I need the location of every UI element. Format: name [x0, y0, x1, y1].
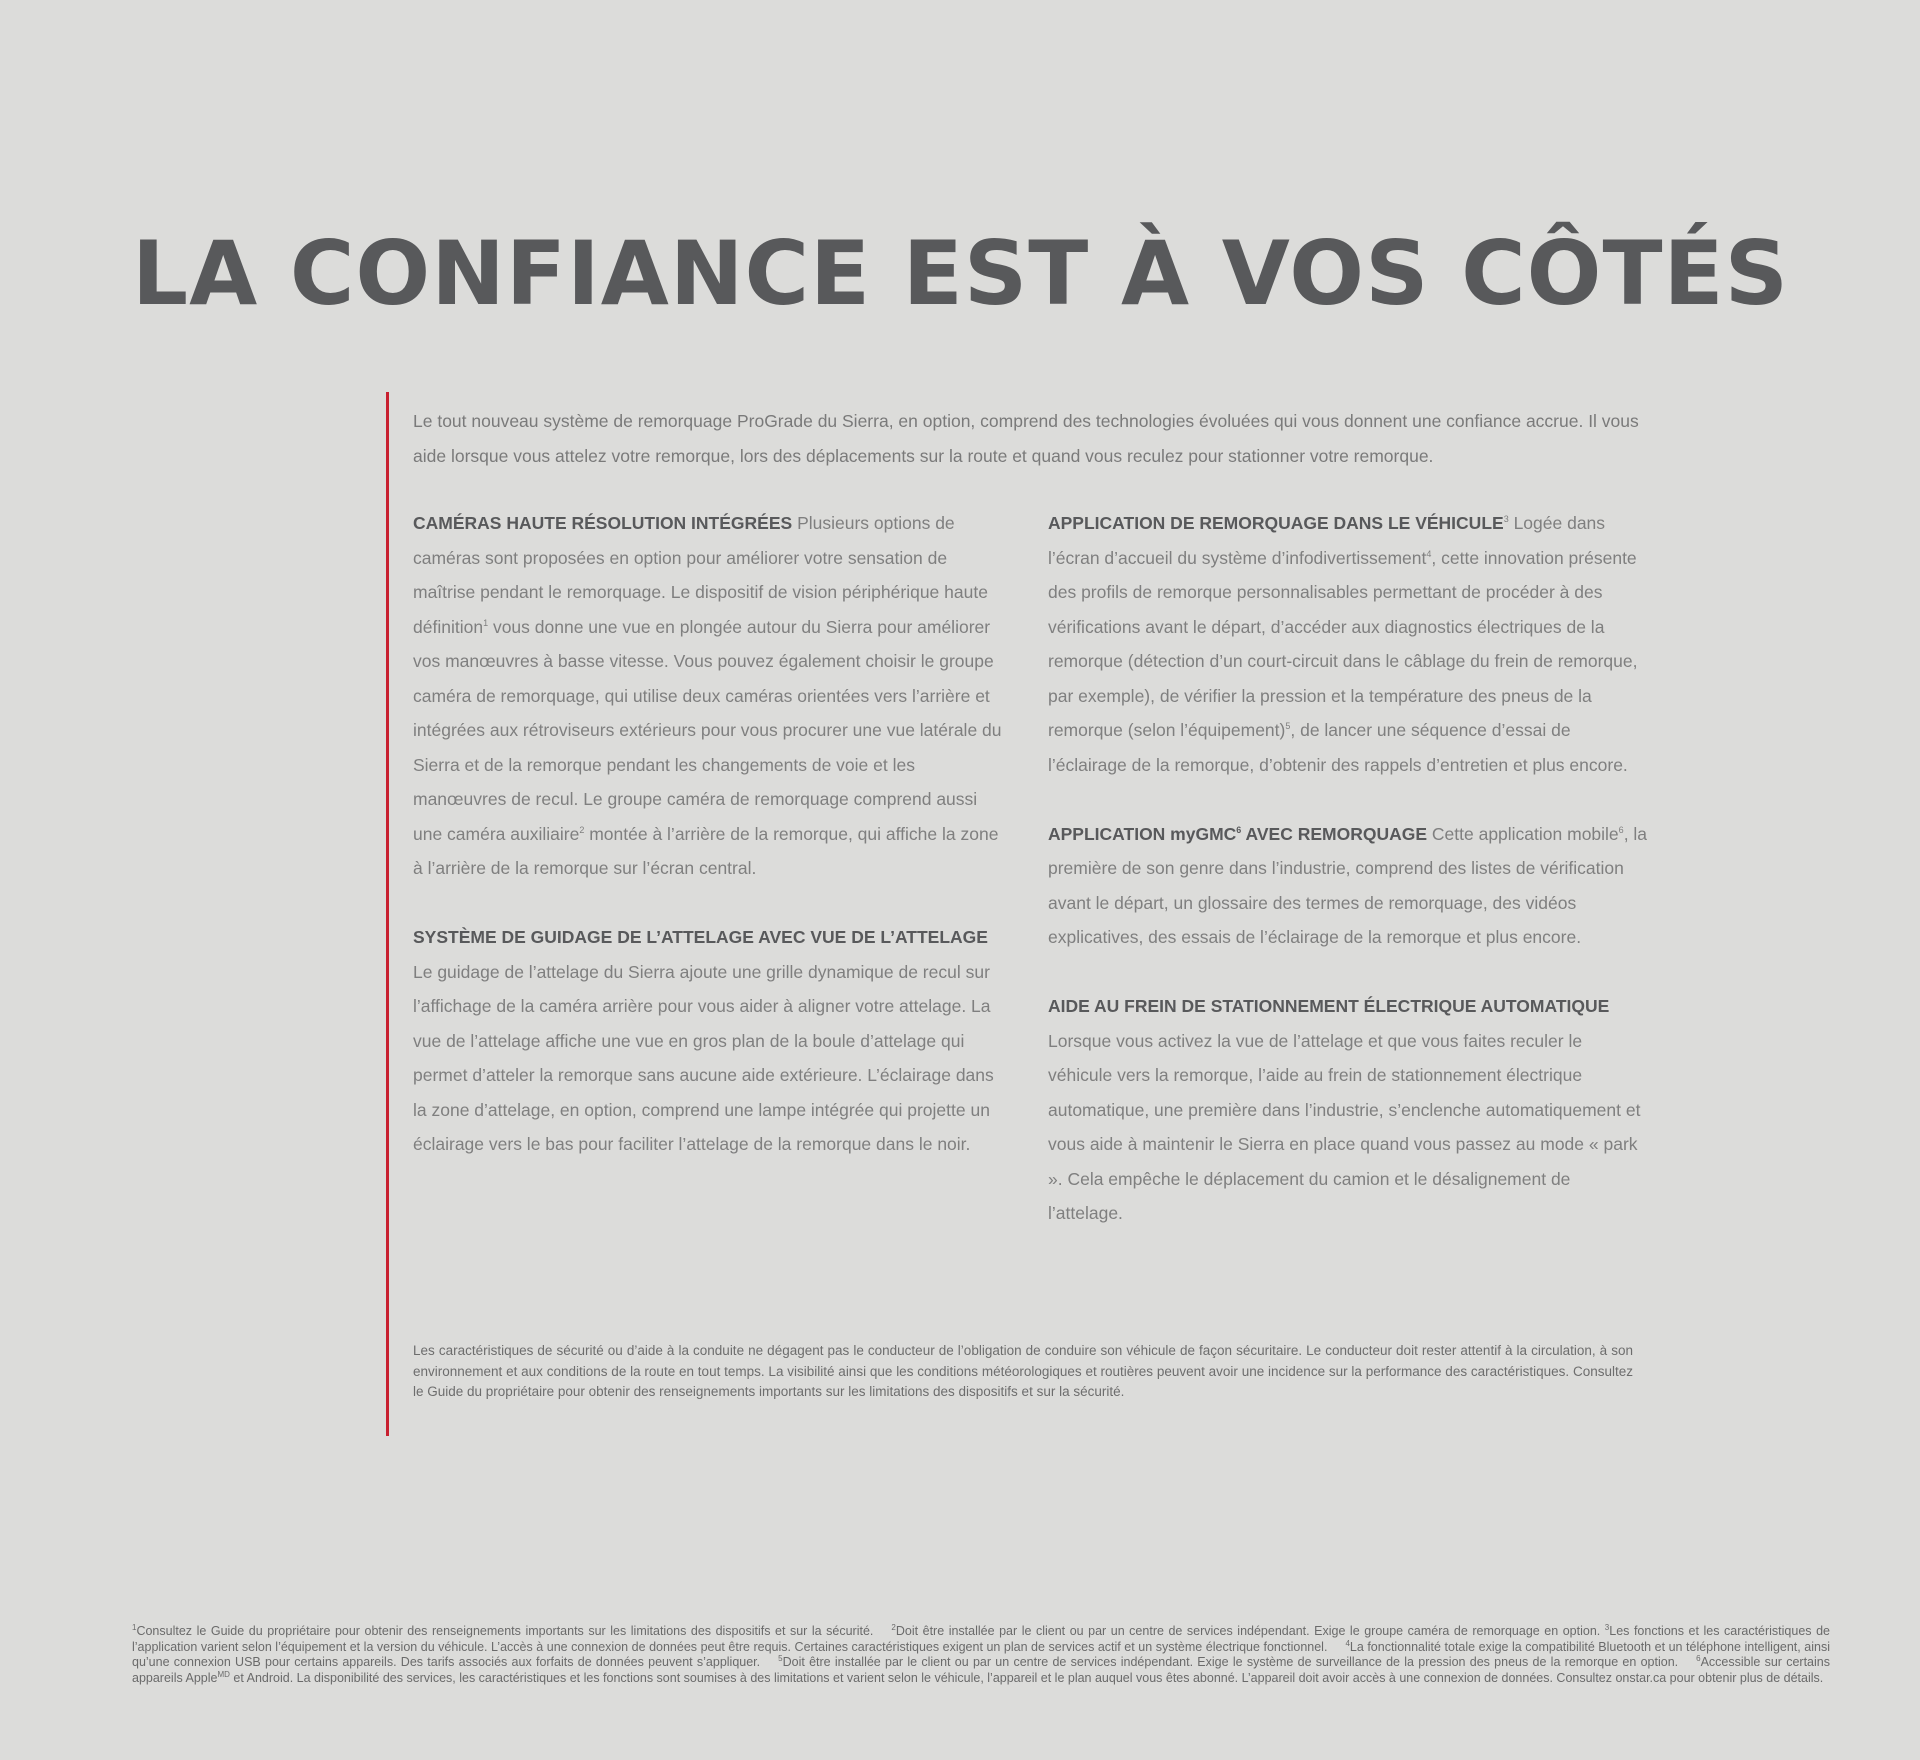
footnote-ref-4: 4 [1426, 548, 1432, 559]
frein-section [1048, 989, 1648, 1231]
footnote-ref-1: 1 [483, 617, 489, 628]
accent-rule [386, 392, 389, 1436]
footnote-text: Consultez le Guide du propriétaire pour obtenir des renseignements importants sur les limitations des dispositifs et sur la sécurité. [136, 1624, 874, 1638]
application-heading: APPLICATION DE REMORQUAGE DANS LE VÉHICULE [1048, 513, 1504, 533]
page-title: LA CONFIANCE EST À VOS CÔTÉS [132, 222, 1789, 325]
footnote-text: Doit être installée par le client ou par un centre de services indépendant. Exige le système de surveillance de la pression des pneus de la remorque en option. [782, 1655, 1679, 1669]
guidage-heading: SYSTÈME DE GUIDAGE DE L’ATTELAGE AVEC VUE DE L’ATTELAGE [413, 927, 988, 947]
intro-paragraph: Le tout nouveau système de remorquage ProGrade du Sierra, en option, comprend des technologies évoluées qui vous donnent une confiance accrue. Il vous aide lorsque vous attelez votre remorque, lors des déplacements sur la route et quand vous reculez pour stationner votre remorque. [413, 411, 1639, 466]
safety-disclaimer: Les caractéristiques de sécurité ou d’aide à la conduite ne dégagent pas le conducteur de l’obligation de conduire son véhicule de façon sécuritaire. Le conducteur doit rester attentif à la circulation, à son environnement et aux conditions de la route en tout temps. La visibilité ainsi que les conditions météorologiques et routières peuvent avoir une incidence sur la performance des caractéristiques. Consultez le Guide du propriétaire pour obtenir des renseignements importants sur les limitations des dispositifs et sur la sécurité. [413, 1343, 1633, 1399]
mygmc-heading-b: AVEC REMORQUAGE [1241, 823, 1428, 844]
mygmc-section [1048, 817, 1648, 955]
guidage-text: Le guidage de l’attelage du Sierra ajoute une grille dynamique de recul sur l’affichage de la caméra arrière pour vous aider à aligner votre attelage. La vue de l’attelage affiche une vue en gros plan de la boule d’attelage qui permet d’atteler la remorque sans aucune aide extérieure. L’éclairage dans la zone d’attelage, en option, comprend une lampe intégrée qui projette un éclairage vers le bas pour faciliter l’attelage de la remorque dans le noir. [413, 961, 994, 1154]
footnotes [132, 1624, 1830, 1686]
footnote-num: 2 [891, 1622, 896, 1632]
footnote-num: 6 [1696, 1653, 1701, 1663]
mygmc-text-2: , la première de son genre dans l’industrie, comprend des listes de vérification avant le départ, un glossaire des termes de remorquage, des vidéos explicatives, des essais de l’éclairage de la remorque et plus encore. [1048, 823, 1648, 947]
frein-text: Lorsque vous activez la vue de l’attelage et que vous faites reculer le véhicule vers la remorque, l’aide au frein de stationnement électrique automatique, une première dans l’industrie, s’enclenche automatiquement et vous aide à maintenir le Sierra en place quand vous passez au mode « park ». Cela empêche le déplacement du camion et le désalignement de l’attelage. [1048, 1030, 1641, 1223]
left-column [413, 506, 1003, 1196]
mygmc-text-1: Cette application mobile [1427, 823, 1619, 844]
cameras-section [413, 506, 1003, 886]
footnote-text: Accessible sur certains appareils Apple [132, 1655, 1830, 1685]
footnote-num: 1 [132, 1622, 137, 1632]
cameras-text-2: vous donne une vue en plongée autour du Sierra pour améliorer vos manœuvres à basse vitesse. Vous pouvez également choisir le groupe caméra de remorquage, qui utilise deux caméras orientées vers l’arrière et intégrées aux rétroviseurs extérieurs pour vous procurer une vue latérale du Sierra et de la remorque pendant les changements de voie et les manœuvres de recul. Le groupe caméra de remorquage comprend aussi une caméra auxiliaire [413, 616, 1002, 844]
right-column [1048, 506, 1648, 1265]
cameras-heading: CAMÉRAS HAUTE RÉSOLUTION INTÉGRÉES [413, 513, 793, 533]
application-text-1: Logée dans l’écran d’accueil du système d’infodivertissement [1048, 513, 1606, 568]
footnote-ref-6b: 6 [1618, 824, 1624, 835]
footnote-ref-3: 3 [1503, 514, 1509, 525]
application-text-3: , de lancer une séquence d’essai de l’éclairage de la remorque, d’obtenir des rappels d’entretien et plus encore. [1048, 720, 1628, 775]
footnote-text: Doit être installée par le client ou par un centre de services indépendant. Exige le groupe caméra de remorquage en option. [895, 1624, 1601, 1638]
footnote-num: 4 [1345, 1638, 1350, 1648]
footnote-text: et Android. La disponibilité des services, les caractéristiques et les fonctions sont soumises à des limitations et varient selon le véhicule, l’appareil et le plan auquel vous êtes abonné. L’appareil doit avoir accès à une connexion de données. Consultez onstar.ca pour obtenir plus de détails. [229, 1670, 1824, 1685]
footnote-num: 3 [1604, 1622, 1610, 1632]
cameras-text-1: Plusieurs options de caméras sont proposées en option pour améliorer votre sensation de maîtrise pendant le remorquage. Le dispositif de vision périphérique haute définition [413, 513, 988, 637]
footnote-ref-5: 5 [1285, 721, 1291, 732]
frein-heading: AIDE AU FREIN DE STATIONNEMENT ÉLECTRIQUE AUTOMATIQUE [1048, 996, 1610, 1016]
footnote-text: Les fonctions et les caractéristiques de l’application varient selon l’équipement et la version du véhicule. L’accès à une connexion de données peut être requis. Certaines caractéristiques exigent un plan de services actif et un système électrique fonctionnel. [132, 1624, 1830, 1654]
mygmc-heading [1048, 824, 1427, 844]
application-section [1048, 506, 1648, 782]
footnote-ref-6: 6 [1236, 824, 1242, 835]
cameras-text-3: montée à l’arrière de la remorque, qui affiche la zone à l’arrière de la remorque sur l’écran central. [413, 823, 999, 878]
application-text-2: , cette innovation présente des profils de remorque personnalisables permettant de procéder à des vérifications avant le départ, d’accéder aux diagnostics électriques de la remorque (détection d’un court-circuit dans le câblage du frein de remorque, par exemple), de vérifier la pression et la température des pneus de la remorque (selon l’équipement) [1048, 547, 1638, 740]
guidage-section [413, 920, 1003, 1162]
footnote-num: 5 [778, 1653, 783, 1663]
trademark-mark: MD [217, 1669, 230, 1679]
footnote-text: La fonctionnalité totale exige la compatibilité Bluetooth et un téléphone intelligent, ainsi qu’une connexion USB pour certains appareils. Des tarifs associés aux forfaits de données peuvent s’appliquer. [132, 1639, 1830, 1669]
mygmc-heading-a: APPLICATION myGMC [1048, 823, 1237, 844]
footnote-ref-2: 2 [579, 824, 585, 835]
